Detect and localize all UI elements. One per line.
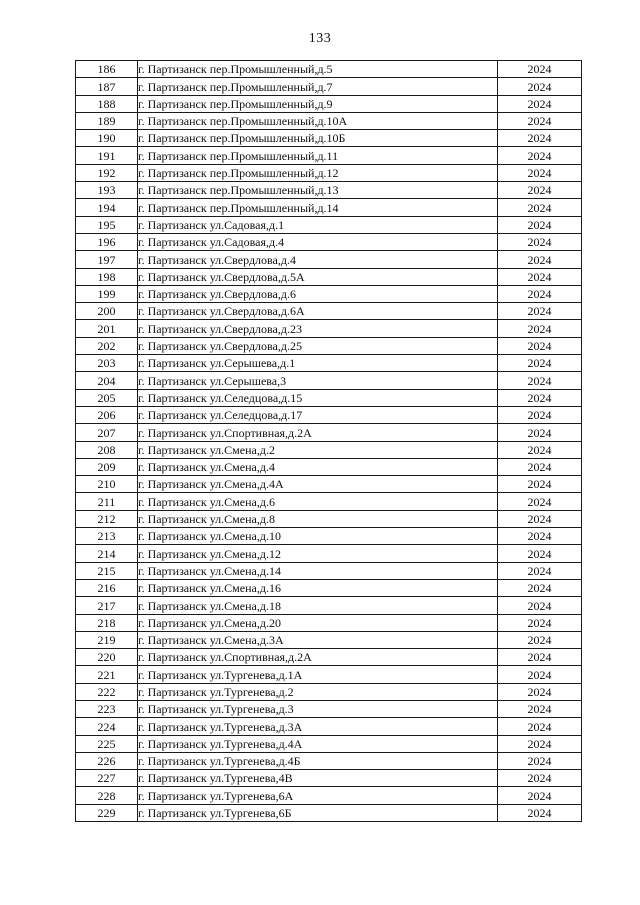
row-number: 195 xyxy=(76,216,138,233)
row-number: 200 xyxy=(76,303,138,320)
row-number: 220 xyxy=(76,649,138,666)
row-number: 219 xyxy=(76,631,138,648)
row-number: 222 xyxy=(76,683,138,700)
row-year: 2024 xyxy=(498,320,582,337)
row-year: 2024 xyxy=(498,770,582,787)
row-year: 2024 xyxy=(498,579,582,596)
row-year: 2024 xyxy=(498,182,582,199)
table-row xyxy=(76,78,582,95)
row-address: г. Партизанск ул.Смена,д.18 xyxy=(138,597,498,614)
row-year: 2024 xyxy=(498,735,582,752)
row-number: 225 xyxy=(76,735,138,752)
row-address: г. Партизанск ул.Смена,д.2 xyxy=(138,441,498,458)
table-row xyxy=(76,95,582,112)
row-year: 2024 xyxy=(498,597,582,614)
row-year: 2024 xyxy=(498,493,582,510)
row-number: 224 xyxy=(76,718,138,735)
row-number: 218 xyxy=(76,614,138,631)
row-number: 193 xyxy=(76,182,138,199)
row-number: 203 xyxy=(76,355,138,372)
table-row xyxy=(76,112,582,129)
table-row xyxy=(76,510,582,527)
row-number: 228 xyxy=(76,787,138,804)
row-number: 202 xyxy=(76,337,138,354)
row-address: г. Партизанск пер.Промышленный,д.11 xyxy=(138,147,498,164)
row-year: 2024 xyxy=(498,372,582,389)
table-row xyxy=(76,735,582,752)
table-row xyxy=(76,424,582,441)
row-number: 199 xyxy=(76,285,138,302)
row-address: г. Партизанск ул.Смена,д.4 xyxy=(138,458,498,475)
row-year: 2024 xyxy=(498,666,582,683)
row-number: 192 xyxy=(76,164,138,181)
row-number: 191 xyxy=(76,147,138,164)
row-address: г. Партизанск ул.Тургенева,д.1А xyxy=(138,666,498,683)
row-address: г. Партизанск ул.Свердлова,д.23 xyxy=(138,320,498,337)
row-year: 2024 xyxy=(498,130,582,147)
row-address: г. Партизанск пер.Промышленный,д.13 xyxy=(138,182,498,199)
row-address: г. Партизанск ул.Тургенева,6Б xyxy=(138,804,498,821)
row-address: г. Партизанск ул.Садовая,д.4 xyxy=(138,233,498,250)
row-address: г. Партизанск ул.Смена,д.10 xyxy=(138,528,498,545)
row-year: 2024 xyxy=(498,233,582,250)
table-row xyxy=(76,718,582,735)
row-address: г. Партизанск ул.Тургенева,4В xyxy=(138,770,498,787)
row-address: г. Партизанск ул.Садовая,д.1 xyxy=(138,216,498,233)
row-year: 2024 xyxy=(498,355,582,372)
table-row xyxy=(76,770,582,787)
row-address: г. Партизанск ул.Тургенева,д.2 xyxy=(138,683,498,700)
row-number: 221 xyxy=(76,666,138,683)
row-number: 186 xyxy=(76,61,138,78)
table-row xyxy=(76,683,582,700)
row-year: 2024 xyxy=(498,649,582,666)
table-row xyxy=(76,268,582,285)
row-address: г. Партизанск ул.Свердлова,д.6 xyxy=(138,285,498,302)
row-address: г. Партизанск ул.Тургенева,д.3 xyxy=(138,700,498,717)
row-year: 2024 xyxy=(498,441,582,458)
table-row xyxy=(76,233,582,250)
table-row xyxy=(76,303,582,320)
table-row xyxy=(76,61,582,78)
row-year: 2024 xyxy=(498,78,582,95)
row-address: г. Партизанск ул.Серышева,3 xyxy=(138,372,498,389)
table-row xyxy=(76,441,582,458)
row-number: 227 xyxy=(76,770,138,787)
row-number: 194 xyxy=(76,199,138,216)
row-year: 2024 xyxy=(498,528,582,545)
row-address: г. Партизанск ул.Тургенева,д.4Б xyxy=(138,752,498,769)
table-row xyxy=(76,130,582,147)
row-year: 2024 xyxy=(498,337,582,354)
row-number: 208 xyxy=(76,441,138,458)
row-number: 216 xyxy=(76,579,138,596)
row-address: г. Партизанск пер.Промышленный,д.10Б xyxy=(138,130,498,147)
row-address: г. Партизанск ул.Свердлова,д.6А xyxy=(138,303,498,320)
row-number: 198 xyxy=(76,268,138,285)
row-number: 212 xyxy=(76,510,138,527)
table-row xyxy=(76,528,582,545)
row-number: 188 xyxy=(76,95,138,112)
row-address: г. Партизанск ул.Серышева,д.1 xyxy=(138,355,498,372)
row-year: 2024 xyxy=(498,476,582,493)
table-row xyxy=(76,649,582,666)
table-row xyxy=(76,458,582,475)
row-number: 211 xyxy=(76,493,138,510)
page-number: 133 xyxy=(308,31,332,46)
row-year: 2024 xyxy=(498,199,582,216)
table-row xyxy=(76,147,582,164)
table-row xyxy=(76,355,582,372)
row-year: 2024 xyxy=(498,718,582,735)
row-address: г. Партизанск ул.Смена,д.6 xyxy=(138,493,498,510)
table-row xyxy=(76,666,582,683)
table-row xyxy=(76,251,582,268)
row-year: 2024 xyxy=(498,804,582,821)
table-row xyxy=(76,285,582,302)
row-year: 2024 xyxy=(498,683,582,700)
row-year: 2024 xyxy=(498,285,582,302)
row-year: 2024 xyxy=(498,458,582,475)
row-year: 2024 xyxy=(498,545,582,562)
table-row xyxy=(76,182,582,199)
row-address: г. Партизанск пер.Промышленный,д.12 xyxy=(138,164,498,181)
row-number: 201 xyxy=(76,320,138,337)
row-address: г. Партизанск пер.Промышленный,д.9 xyxy=(138,95,498,112)
address-table xyxy=(75,60,582,822)
row-address: г. Партизанск пер.Промышленный,д.14 xyxy=(138,199,498,216)
table-row xyxy=(76,389,582,406)
table-body xyxy=(76,61,582,822)
row-year: 2024 xyxy=(498,112,582,129)
row-number: 217 xyxy=(76,597,138,614)
row-address: г. Партизанск ул.Смена,д.3А xyxy=(138,631,498,648)
row-year: 2024 xyxy=(498,700,582,717)
row-number: 214 xyxy=(76,545,138,562)
table-row xyxy=(76,320,582,337)
row-address: г. Партизанск ул.Селедцова,д.17 xyxy=(138,406,498,423)
row-address: г. Партизанск ул.Смена,д.12 xyxy=(138,545,498,562)
row-year: 2024 xyxy=(498,614,582,631)
table-row xyxy=(76,164,582,181)
row-number: 197 xyxy=(76,251,138,268)
row-address: г. Партизанск ул.Смена,д.4А xyxy=(138,476,498,493)
row-year: 2024 xyxy=(498,389,582,406)
row-address: г. Партизанск ул.Тургенева,д.3А xyxy=(138,718,498,735)
row-year: 2024 xyxy=(498,251,582,268)
table-row xyxy=(76,476,582,493)
row-year: 2024 xyxy=(498,216,582,233)
row-number: 229 xyxy=(76,804,138,821)
row-address: г. Партизанск ул.Тургенева,6А xyxy=(138,787,498,804)
table-row xyxy=(76,804,582,821)
row-year: 2024 xyxy=(498,164,582,181)
row-number: 210 xyxy=(76,476,138,493)
table-row xyxy=(76,216,582,233)
table-row xyxy=(76,614,582,631)
row-year: 2024 xyxy=(498,268,582,285)
row-address: г. Партизанск ул.Смена,д.16 xyxy=(138,579,498,596)
row-number: 187 xyxy=(76,78,138,95)
row-number: 223 xyxy=(76,700,138,717)
table-row xyxy=(76,631,582,648)
row-number: 196 xyxy=(76,233,138,250)
row-number: 207 xyxy=(76,424,138,441)
row-address: г. Партизанск ул.Смена,д.8 xyxy=(138,510,498,527)
row-number: 226 xyxy=(76,752,138,769)
row-address: г. Партизанск ул.Селедцова,д.15 xyxy=(138,389,498,406)
row-address: г. Партизанск пер.Промышленный,д.7 xyxy=(138,78,498,95)
table-row xyxy=(76,545,582,562)
row-number: 213 xyxy=(76,528,138,545)
row-year: 2024 xyxy=(498,147,582,164)
row-address: г. Партизанск ул.Свердлова,д.4 xyxy=(138,251,498,268)
row-year: 2024 xyxy=(498,303,582,320)
row-address: г. Партизанск ул.Спортивная,д.2А xyxy=(138,424,498,441)
row-address: г. Партизанск ул.Смена,д.20 xyxy=(138,614,498,631)
row-year: 2024 xyxy=(498,406,582,423)
row-number: 205 xyxy=(76,389,138,406)
table-row xyxy=(76,372,582,389)
row-year: 2024 xyxy=(498,61,582,78)
table-row xyxy=(76,337,582,354)
row-year: 2024 xyxy=(498,752,582,769)
row-number: 215 xyxy=(76,562,138,579)
row-year: 2024 xyxy=(498,562,582,579)
row-address: г. Партизанск ул.Тургенева,д.4А xyxy=(138,735,498,752)
row-address: г. Партизанск пер.Промышленный,д.5 xyxy=(138,61,498,78)
table-row xyxy=(76,406,582,423)
table-row xyxy=(76,562,582,579)
table-row xyxy=(76,493,582,510)
row-year: 2024 xyxy=(498,787,582,804)
row-year: 2024 xyxy=(498,510,582,527)
row-address: г. Партизанск ул.Спортивная,д.2А xyxy=(138,649,498,666)
row-address: г. Партизанск ул.Свердлова,д.5А xyxy=(138,268,498,285)
row-address: г. Партизанск ул.Смена,д.14 xyxy=(138,562,498,579)
row-year: 2024 xyxy=(498,424,582,441)
table-row xyxy=(76,597,582,614)
table-row xyxy=(76,787,582,804)
row-number: 209 xyxy=(76,458,138,475)
row-number: 190 xyxy=(76,130,138,147)
table-row xyxy=(76,752,582,769)
table-row xyxy=(76,700,582,717)
row-number: 204 xyxy=(76,372,138,389)
row-number: 189 xyxy=(76,112,138,129)
row-number: 206 xyxy=(76,406,138,423)
row-address: г. Партизанск пер.Промышленный,д.10А xyxy=(138,112,498,129)
row-year: 2024 xyxy=(498,631,582,648)
table-row xyxy=(76,199,582,216)
table-row xyxy=(76,579,582,596)
row-address: г. Партизанск ул.Свердлова,д.25 xyxy=(138,337,498,354)
row-year: 2024 xyxy=(498,95,582,112)
